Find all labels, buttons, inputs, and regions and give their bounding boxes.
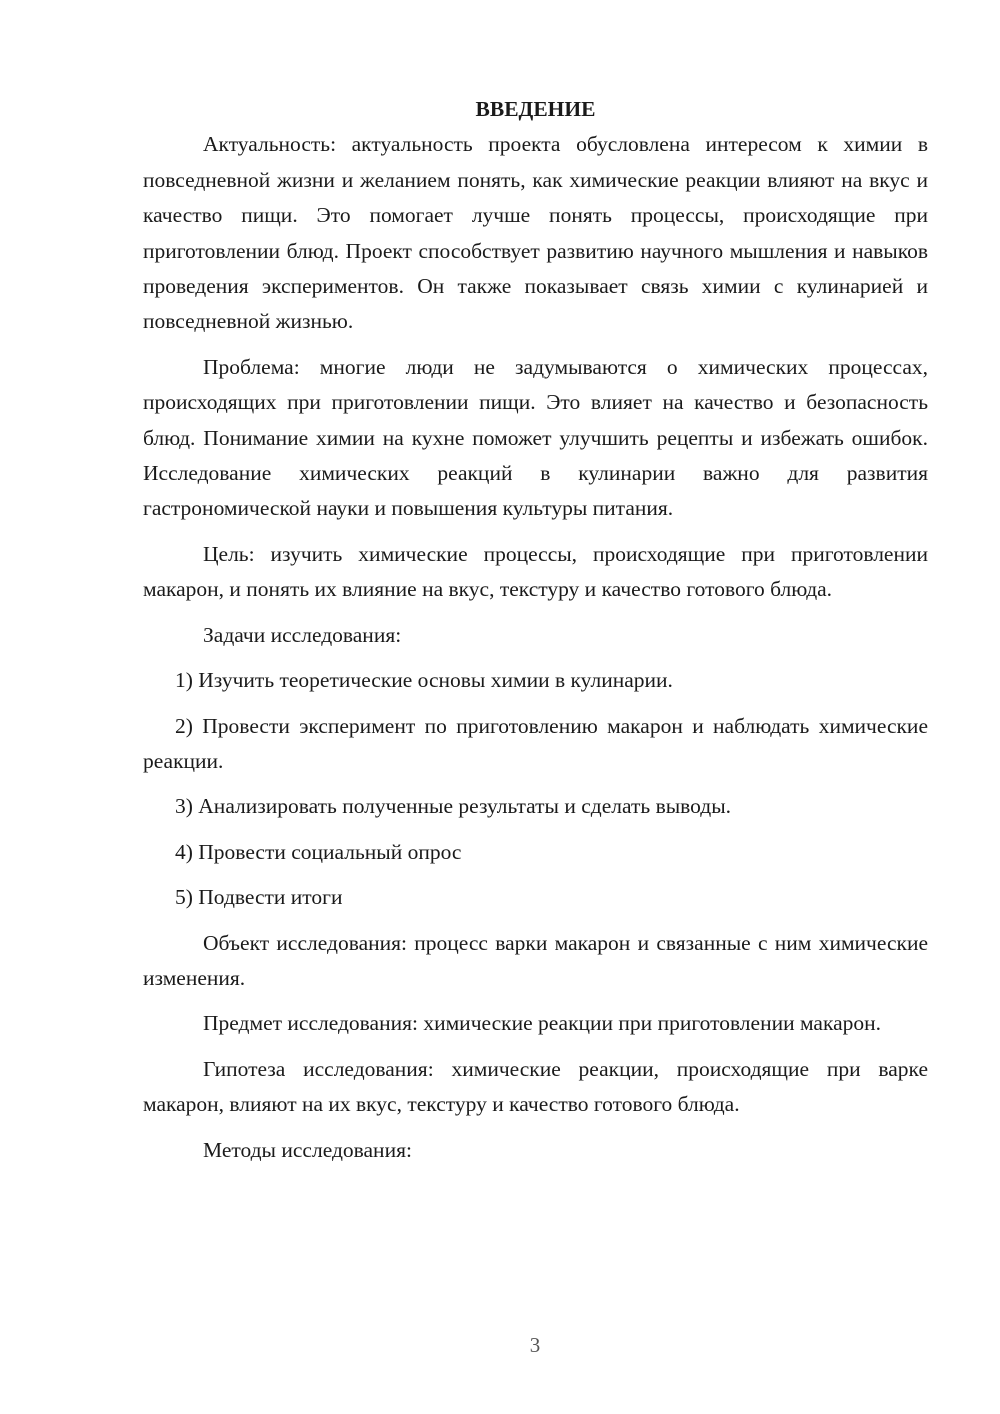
task-item-3: 3) Анализировать полученные результаты и сделать выводы.	[175, 794, 732, 819]
paragraph-methods-title: Методы исследования:	[203, 1137, 412, 1162]
paragraph-object: Объект исследования: процесс варки макарон и связанные с ним химические изменения.	[143, 930, 928, 990]
task-item-4: 4) Провести социальный опрос	[175, 839, 462, 864]
document-page	[143, 92, 928, 1178]
task-item-1: 1) Изучить теоретические основы химии в кулинарии.	[175, 668, 673, 693]
paragraph-relevance: Актуальность: актуальность проекта обусловлена интересом к химии в повседневной жизни и желанием понять, как химические реакции влияют на вкус и качество пищи. Это помогает лучше понять процессы, происходящие при приготовлении блюд. Проект способствует развитию научного мышления и навыков проведения экспериментов. Он также показывает связь химии с кулинарией и повседневной жизнью.	[143, 132, 928, 334]
page-number: 3	[529, 1333, 541, 1357]
section-heading: ВВЕДЕНИЕ	[475, 97, 596, 121]
paragraph-hypothesis: Гипотеза исследования: химические реакции, происходящие при варке макарон, влияют на их вкус, текстуру и качество готового блюда.	[143, 1056, 928, 1117]
paragraph-goal: Цель: изучить химические процессы, происходящие при приготовлении макарон, и понять их влияние на вкус, текстуру и качество готового блюда.	[143, 541, 928, 602]
paragraph-problem: Проблема: многие люди не задумываются о химических процессах, происходящих при приготовлении пищи. Это влияет на качество и безопасность блюд. Понимание химии на кухне поможет улучшить рецепты и избежать ошибок. Исследование химических реакций в кулинарии важно для развития гастрономической науки и повышения культуры питания.	[143, 354, 928, 521]
paragraph-tasks-title: Задачи исследования:	[203, 622, 402, 647]
task-item-2: 2) Провести эксперимент по приготовлению макарон и наблюдать химические реакции.	[143, 713, 928, 773]
task-item-5: 5) Подвести итоги	[175, 885, 343, 910]
paragraph-subject: Предмет исследования: химические реакции при приготовлении макарон.	[203, 1011, 882, 1036]
